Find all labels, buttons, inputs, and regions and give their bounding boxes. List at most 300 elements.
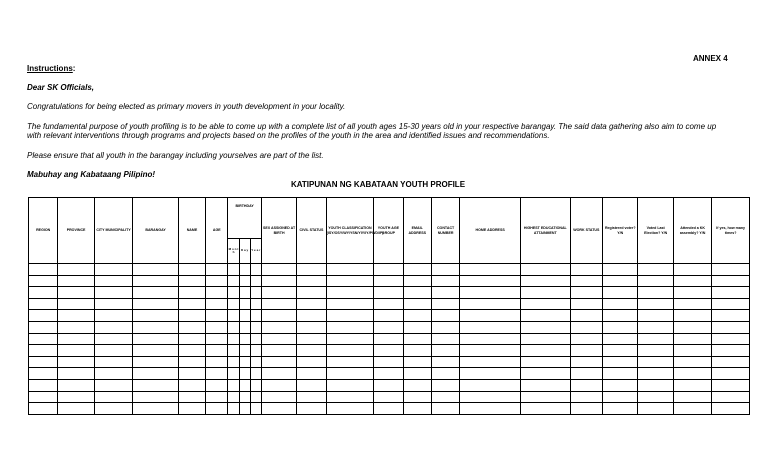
table-cell[interactable] — [228, 298, 239, 310]
table-cell[interactable] — [431, 333, 459, 345]
table-cell[interactable] — [297, 275, 326, 287]
table-cell[interactable] — [673, 379, 711, 391]
col-region: REGION — [29, 198, 58, 264]
table-cell[interactable] — [673, 368, 711, 380]
table-cell[interactable] — [712, 264, 750, 276]
table-cell[interactable] — [133, 368, 179, 380]
table-cell[interactable] — [403, 391, 431, 403]
table-cell[interactable] — [29, 321, 58, 333]
table-cell[interactable] — [460, 345, 521, 357]
table-cell[interactable] — [712, 345, 750, 357]
table-cell[interactable] — [228, 379, 239, 391]
table-cell[interactable] — [261, 333, 296, 345]
table-cell[interactable] — [239, 345, 250, 357]
table-cell[interactable] — [712, 391, 750, 403]
table-cell[interactable] — [673, 321, 711, 333]
table-cell[interactable] — [460, 321, 521, 333]
table-cell[interactable] — [403, 403, 431, 415]
col-voted: Voted Last Election? Y/N — [638, 198, 673, 264]
table-cell[interactable] — [58, 321, 94, 333]
table-cell[interactable] — [178, 379, 205, 391]
table-cell[interactable] — [178, 298, 205, 310]
table-cell[interactable] — [712, 356, 750, 368]
table-cell[interactable] — [712, 368, 750, 380]
table-cell[interactable] — [638, 368, 673, 380]
table-cell[interactable] — [239, 356, 250, 368]
table-cell[interactable] — [374, 275, 403, 287]
table-row — [29, 345, 750, 357]
table-cell[interactable] — [521, 379, 571, 391]
table-cell[interactable] — [261, 287, 296, 299]
table-cell[interactable] — [133, 379, 179, 391]
table-cell[interactable] — [673, 287, 711, 299]
table-cell[interactable] — [178, 310, 205, 322]
table-cell[interactable] — [431, 275, 459, 287]
table-cell[interactable] — [603, 333, 638, 345]
table-cell[interactable] — [133, 321, 179, 333]
table-cell[interactable] — [250, 264, 261, 276]
table-cell[interactable] — [94, 321, 132, 333]
table-cell[interactable] — [178, 321, 205, 333]
table-cell[interactable] — [261, 264, 296, 276]
table-cell[interactable] — [712, 287, 750, 299]
table-cell[interactable] — [570, 321, 602, 333]
table-cell[interactable] — [460, 310, 521, 322]
table-cell[interactable] — [326, 391, 374, 403]
table-cell[interactable] — [712, 310, 750, 322]
table-cell[interactable] — [460, 356, 521, 368]
table-cell[interactable] — [431, 368, 459, 380]
table-row — [29, 287, 750, 299]
table-cell[interactable] — [261, 391, 296, 403]
table-cell[interactable] — [326, 368, 374, 380]
table-cell[interactable] — [228, 368, 239, 380]
table-cell[interactable] — [94, 345, 132, 357]
table-cell[interactable] — [94, 310, 132, 322]
table-cell[interactable] — [239, 368, 250, 380]
table-cell[interactable] — [374, 298, 403, 310]
table-cell[interactable] — [94, 368, 132, 380]
table-cell[interactable] — [206, 310, 228, 322]
table-cell[interactable] — [239, 321, 250, 333]
table-cell[interactable] — [94, 356, 132, 368]
table-cell[interactable] — [297, 368, 326, 380]
table-cell[interactable] — [29, 333, 58, 345]
table-cell[interactable] — [403, 264, 431, 276]
table-cell[interactable] — [133, 345, 179, 357]
table-cell[interactable] — [374, 379, 403, 391]
table-cell[interactable] — [94, 298, 132, 310]
table-cell[interactable] — [58, 368, 94, 380]
table-cell[interactable] — [250, 298, 261, 310]
table-cell[interactable] — [603, 287, 638, 299]
table-cell[interactable] — [261, 379, 296, 391]
table-cell[interactable] — [603, 275, 638, 287]
table-cell[interactable] — [326, 310, 374, 322]
table-cell[interactable] — [570, 298, 602, 310]
table-cell[interactable] — [521, 298, 571, 310]
table-cell[interactable] — [133, 264, 179, 276]
table-cell[interactable] — [460, 368, 521, 380]
table-cell[interactable] — [673, 345, 711, 357]
table-cell[interactable] — [250, 321, 261, 333]
table-cell[interactable] — [239, 310, 250, 322]
table-cell[interactable] — [239, 379, 250, 391]
table-cell[interactable] — [206, 345, 228, 357]
table-cell[interactable] — [570, 345, 602, 357]
table-cell[interactable] — [206, 275, 228, 287]
table-cell[interactable] — [403, 287, 431, 299]
col-home-address: HOME ADDRESS — [460, 198, 521, 264]
table-cell[interactable] — [326, 356, 374, 368]
table-cell[interactable] — [29, 298, 58, 310]
table-cell[interactable] — [673, 356, 711, 368]
table-cell[interactable] — [638, 333, 673, 345]
table-cell[interactable] — [58, 287, 94, 299]
table-cell[interactable] — [178, 368, 205, 380]
table-cell[interactable] — [250, 333, 261, 345]
table-cell[interactable] — [673, 391, 711, 403]
table-cell[interactable] — [228, 403, 239, 415]
table-cell[interactable] — [326, 379, 374, 391]
table-cell[interactable] — [58, 264, 94, 276]
table-cell[interactable] — [403, 333, 431, 345]
table-cell[interactable] — [297, 321, 326, 333]
table-cell[interactable] — [521, 321, 571, 333]
table-cell[interactable] — [431, 403, 459, 415]
table-cell[interactable] — [712, 333, 750, 345]
table-cell[interactable] — [239, 391, 250, 403]
table-cell[interactable] — [570, 264, 602, 276]
table-cell[interactable] — [94, 287, 132, 299]
col-civil-status: CIVIL STATUS — [297, 198, 326, 264]
table-cell[interactable] — [326, 298, 374, 310]
table-cell[interactable] — [431, 264, 459, 276]
table-cell[interactable] — [206, 368, 228, 380]
table-cell[interactable] — [712, 321, 750, 333]
table-cell[interactable] — [239, 403, 250, 415]
table-cell[interactable] — [297, 356, 326, 368]
table-cell[interactable] — [431, 287, 459, 299]
table-cell[interactable] — [570, 368, 602, 380]
table-cell[interactable] — [228, 333, 239, 345]
table-cell[interactable] — [603, 264, 638, 276]
table-cell[interactable] — [603, 391, 638, 403]
table-cell[interactable] — [206, 379, 228, 391]
table-cell[interactable] — [638, 264, 673, 276]
table-cell[interactable] — [29, 391, 58, 403]
table-cell[interactable] — [206, 298, 228, 310]
table-cell[interactable] — [29, 403, 58, 415]
table-cell[interactable] — [326, 333, 374, 345]
table-cell[interactable] — [374, 264, 403, 276]
table-cell[interactable] — [239, 264, 250, 276]
table-cell[interactable] — [638, 298, 673, 310]
table-cell[interactable] — [261, 310, 296, 322]
table-cell[interactable] — [178, 333, 205, 345]
table-cell[interactable] — [58, 310, 94, 322]
table-cell[interactable] — [570, 403, 602, 415]
table-cell[interactable] — [374, 368, 403, 380]
table-cell[interactable] — [133, 298, 179, 310]
table-cell[interactable] — [297, 287, 326, 299]
table-cell[interactable] — [570, 310, 602, 322]
table-cell[interactable] — [638, 403, 673, 415]
table-cell[interactable] — [178, 391, 205, 403]
col-birthday-day: D a y — [239, 239, 250, 264]
table-cell[interactable] — [250, 356, 261, 368]
table-cell[interactable] — [250, 368, 261, 380]
table-cell[interactable] — [638, 356, 673, 368]
table-cell[interactable] — [94, 275, 132, 287]
table-cell[interactable] — [261, 298, 296, 310]
table-cell[interactable] — [326, 264, 374, 276]
table-cell[interactable] — [133, 391, 179, 403]
table-cell[interactable] — [521, 345, 571, 357]
table-cell[interactable] — [570, 379, 602, 391]
table-cell[interactable] — [638, 310, 673, 322]
table-cell[interactable] — [603, 345, 638, 357]
table-cell[interactable] — [228, 356, 239, 368]
table-cell[interactable] — [94, 391, 132, 403]
table-cell[interactable] — [261, 345, 296, 357]
table-cell[interactable] — [460, 298, 521, 310]
table-cell[interactable] — [603, 379, 638, 391]
table-cell[interactable] — [178, 403, 205, 415]
table-cell[interactable] — [297, 333, 326, 345]
table-cell[interactable] — [239, 298, 250, 310]
table-cell[interactable] — [374, 287, 403, 299]
table-cell[interactable] — [638, 321, 673, 333]
table-cell[interactable] — [431, 310, 459, 322]
table-cell[interactable] — [178, 275, 205, 287]
table-cell[interactable] — [297, 298, 326, 310]
table-cell[interactable] — [570, 391, 602, 403]
table-cell[interactable] — [206, 403, 228, 415]
table-cell[interactable] — [521, 264, 571, 276]
table-cell[interactable] — [228, 321, 239, 333]
table-cell[interactable] — [58, 345, 94, 357]
table-cell[interactable] — [603, 310, 638, 322]
ensure-text: Please ensure that all youth in the barangay including yourselves are part of the list. — [27, 151, 324, 160]
table-cell[interactable] — [570, 356, 602, 368]
table-cell[interactable] — [460, 391, 521, 403]
table-cell[interactable] — [261, 321, 296, 333]
table-cell[interactable] — [58, 379, 94, 391]
table-cell[interactable] — [250, 287, 261, 299]
table-cell[interactable] — [297, 345, 326, 357]
table-cell[interactable] — [297, 310, 326, 322]
col-province: PROVINCE — [58, 198, 94, 264]
table-cell[interactable] — [374, 310, 403, 322]
table-cell[interactable] — [521, 287, 571, 299]
table-cell[interactable] — [261, 356, 296, 368]
table-cell[interactable] — [403, 345, 431, 357]
table-cell[interactable] — [133, 287, 179, 299]
table-cell[interactable] — [431, 356, 459, 368]
table-cell[interactable] — [403, 321, 431, 333]
table-cell[interactable] — [297, 264, 326, 276]
table-cell[interactable] — [521, 275, 571, 287]
table-cell[interactable] — [326, 403, 374, 415]
table-cell[interactable] — [133, 333, 179, 345]
table-cell[interactable] — [374, 391, 403, 403]
table-cell[interactable] — [206, 264, 228, 276]
table-cell[interactable] — [206, 391, 228, 403]
table-cell[interactable] — [403, 298, 431, 310]
table-cell[interactable] — [94, 403, 132, 415]
table-cell[interactable] — [638, 287, 673, 299]
table-cell[interactable] — [431, 321, 459, 333]
table-cell[interactable] — [603, 403, 638, 415]
table-cell[interactable] — [261, 403, 296, 415]
table-cell[interactable] — [403, 310, 431, 322]
table-cell[interactable] — [58, 333, 94, 345]
table-cell[interactable] — [206, 333, 228, 345]
instructions-colon: : — [72, 64, 76, 73]
table-cell[interactable] — [29, 264, 58, 276]
table-cell[interactable] — [638, 391, 673, 403]
table-cell[interactable] — [239, 333, 250, 345]
table-cell[interactable] — [29, 345, 58, 357]
table-cell[interactable] — [460, 287, 521, 299]
table-cell[interactable] — [133, 310, 179, 322]
table-cell[interactable] — [460, 333, 521, 345]
table-row — [29, 321, 750, 333]
table-cell[interactable] — [250, 345, 261, 357]
table-cell[interactable] — [403, 275, 431, 287]
table-cell[interactable] — [206, 321, 228, 333]
table-cell[interactable] — [603, 298, 638, 310]
table-cell[interactable] — [374, 321, 403, 333]
table-cell[interactable] — [29, 275, 58, 287]
table-cell[interactable] — [58, 275, 94, 287]
table-cell[interactable] — [431, 391, 459, 403]
table-cell[interactable] — [58, 391, 94, 403]
table-cell[interactable] — [460, 264, 521, 276]
table-cell[interactable] — [712, 275, 750, 287]
table-cell[interactable] — [326, 287, 374, 299]
table-cell[interactable] — [29, 310, 58, 322]
table-cell[interactable] — [431, 298, 459, 310]
table-cell[interactable] — [712, 403, 750, 415]
table-cell[interactable] — [29, 287, 58, 299]
table-cell[interactable] — [712, 298, 750, 310]
table-row — [29, 275, 750, 287]
table-cell[interactable] — [58, 356, 94, 368]
table-cell[interactable] — [94, 264, 132, 276]
table-cell[interactable] — [570, 333, 602, 345]
table-cell[interactable] — [29, 368, 58, 380]
table-cell[interactable] — [239, 275, 250, 287]
table-cell[interactable] — [250, 275, 261, 287]
table-cell[interactable] — [673, 333, 711, 345]
table-cell[interactable] — [29, 356, 58, 368]
table-cell[interactable] — [250, 310, 261, 322]
table-cell[interactable] — [638, 379, 673, 391]
table-cell[interactable] — [58, 403, 94, 415]
table-cell[interactable] — [250, 379, 261, 391]
table-cell[interactable] — [638, 345, 673, 357]
table-cell[interactable] — [403, 356, 431, 368]
table-cell[interactable] — [403, 379, 431, 391]
table-cell[interactable] — [603, 321, 638, 333]
table-cell[interactable] — [712, 379, 750, 391]
table-cell[interactable] — [94, 379, 132, 391]
table-cell[interactable] — [58, 298, 94, 310]
table-cell[interactable] — [638, 275, 673, 287]
table-cell[interactable] — [326, 275, 374, 287]
table-cell[interactable] — [570, 275, 602, 287]
table-cell[interactable] — [206, 287, 228, 299]
table-cell[interactable] — [603, 356, 638, 368]
table-cell[interactable] — [521, 356, 571, 368]
table-cell[interactable] — [521, 391, 571, 403]
table-cell[interactable] — [178, 356, 205, 368]
table-cell[interactable] — [570, 287, 602, 299]
table-cell[interactable] — [374, 345, 403, 357]
table-cell[interactable] — [431, 379, 459, 391]
table-cell[interactable] — [521, 403, 571, 415]
table-cell[interactable] — [133, 275, 179, 287]
table-cell[interactable] — [673, 403, 711, 415]
table-cell[interactable] — [673, 275, 711, 287]
table-cell[interactable] — [133, 356, 179, 368]
table-cell[interactable] — [403, 368, 431, 380]
table-cell[interactable] — [228, 391, 239, 403]
table-cell[interactable] — [374, 356, 403, 368]
table-cell[interactable] — [603, 368, 638, 380]
table-cell[interactable] — [460, 379, 521, 391]
table-cell[interactable] — [261, 368, 296, 380]
table-cell[interactable] — [673, 298, 711, 310]
table-cell[interactable] — [228, 287, 239, 299]
table-cell[interactable] — [206, 356, 228, 368]
table-cell[interactable] — [261, 275, 296, 287]
table-cell[interactable] — [133, 403, 179, 415]
table-cell[interactable] — [228, 310, 239, 322]
table-cell[interactable] — [326, 321, 374, 333]
table-cell[interactable] — [521, 368, 571, 380]
table-cell[interactable] — [94, 333, 132, 345]
table-cell[interactable] — [297, 403, 326, 415]
table-cell[interactable] — [673, 264, 711, 276]
table-cell[interactable] — [228, 345, 239, 357]
table-cell[interactable] — [374, 333, 403, 345]
table-cell[interactable] — [239, 287, 250, 299]
table-cell[interactable] — [326, 345, 374, 357]
table-cell[interactable] — [228, 264, 239, 276]
table-cell[interactable] — [374, 403, 403, 415]
table-cell[interactable] — [29, 379, 58, 391]
col-registered-voter: Registered voter? Y/N — [603, 198, 638, 264]
table-cell[interactable] — [178, 264, 205, 276]
table-cell[interactable] — [178, 345, 205, 357]
table-cell[interactable] — [297, 391, 326, 403]
table-cell[interactable] — [178, 287, 205, 299]
table-cell[interactable] — [521, 333, 571, 345]
table-cell[interactable] — [521, 310, 571, 322]
table-cell[interactable] — [297, 379, 326, 391]
table-row — [29, 264, 750, 276]
table-cell[interactable] — [460, 403, 521, 415]
table-cell[interactable] — [460, 275, 521, 287]
table-cell[interactable] — [431, 345, 459, 357]
table-cell[interactable] — [673, 310, 711, 322]
table-cell[interactable] — [250, 391, 261, 403]
table-cell[interactable] — [250, 403, 261, 415]
table-cell[interactable] — [228, 275, 239, 287]
